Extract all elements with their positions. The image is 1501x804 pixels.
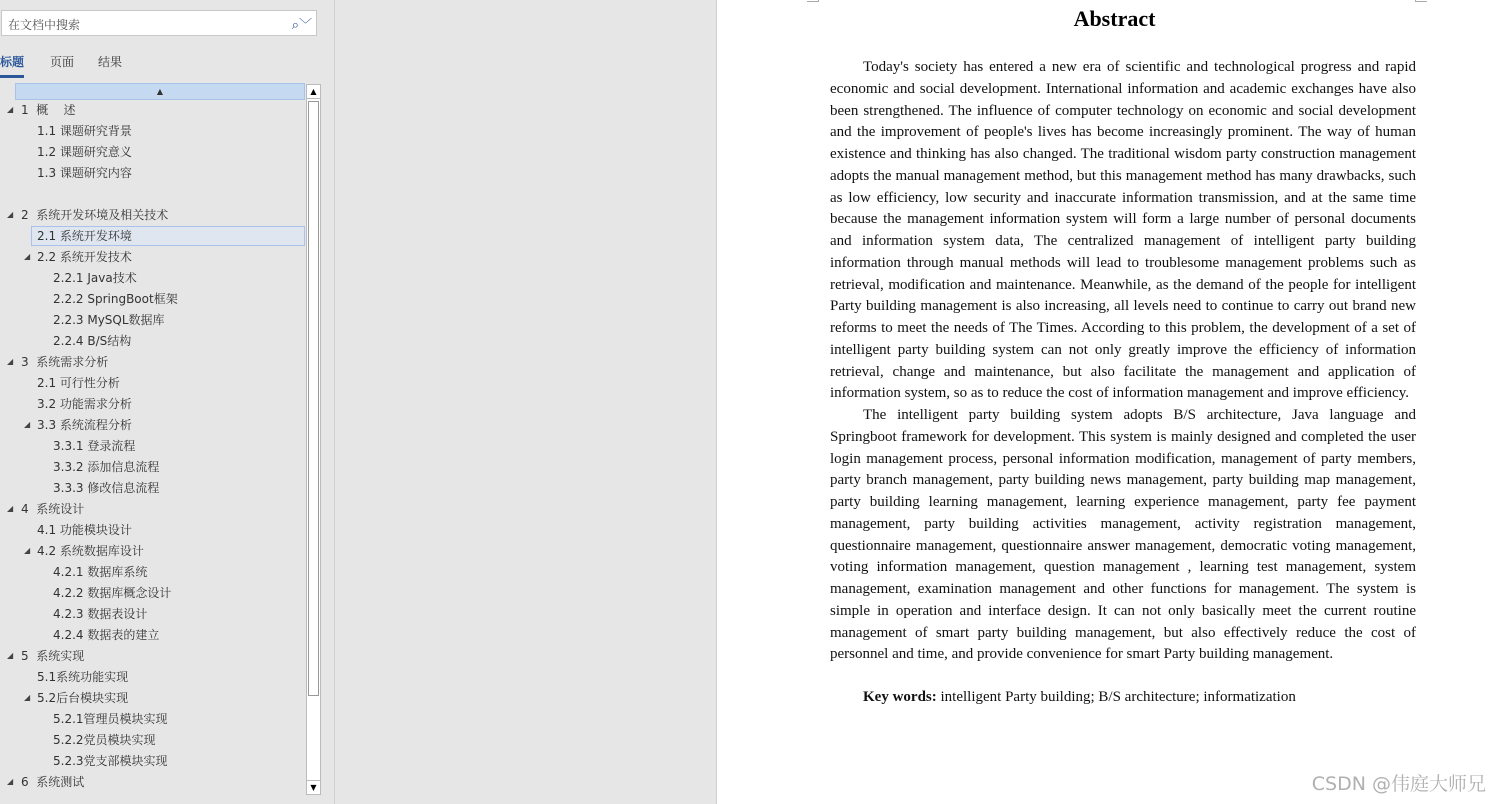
nav-heading-item[interactable] — [37, 520, 132, 540]
nav-heading-item[interactable] — [24, 541, 144, 561]
nav-heading-label: 3.3.3 修改信息流程 — [53, 481, 160, 495]
nav-heading-label: 2.2.1 Java技术 — [53, 271, 137, 285]
nav-heading-label: 4.2.2 数据库概念设计 — [53, 586, 172, 600]
nav-heading-item[interactable] — [53, 289, 178, 309]
scrollbar[interactable] — [306, 84, 321, 795]
nav-heading-label: 3.3.2 添加信息流程 — [53, 460, 160, 474]
nav-heading-label: 4.2.1 数据库系统 — [53, 565, 148, 579]
search-icon[interactable]: ⌕﹀ — [291, 18, 312, 33]
nav-heading-item[interactable] — [7, 646, 85, 666]
keywords-text: intelligent Party building; B/S architecture; informatization — [936, 689, 1296, 705]
collapse-all-button[interactable]: ▲ — [15, 83, 305, 100]
paragraph: The intelligent party building system adopts B/S architecture, Java language and Springboot framework for development. This system is mainly designed and completed the user login management process, personal information modification, management of party members, party branch management, party building news management, party building map management, party building learning management, learning experience management, party fee payment management, party building activities management, activity registration management, questionnaire management, questionnaire answer management, democratic voting management, voting information management, question management , learning test management, system management, examination management and other functions for management. The system is simple in operation and interface design. It can not only basically meet the current routine management of smart party building management, but also effectively reduce the cost of personnel and time, and provide convenience for smart Party building management. — [830, 407, 1416, 663]
nav-heading-label: 4.2.4 数据表的建立 — [53, 628, 160, 642]
expand-triangle-icon[interactable]: ◢ — [24, 693, 31, 702]
expand-triangle-icon[interactable]: ◢ — [24, 252, 31, 261]
expand-triangle-icon[interactable]: ◢ — [7, 357, 14, 366]
nav-heading-label: 2.2 系统开发技术 — [37, 250, 132, 264]
nav-heading-label: 5.2.2党员模块实现 — [53, 733, 156, 747]
expand-triangle-icon[interactable]: ◢ — [24, 420, 31, 429]
nav-heading-label: 6 系统测试 — [21, 775, 85, 789]
nav-heading-item[interactable] — [53, 331, 131, 351]
search-input[interactable] — [1, 10, 317, 36]
nav-heading-label: 2.1 可行性分析 — [37, 376, 120, 390]
nav-heading-item[interactable] — [7, 352, 109, 372]
expand-triangle-icon[interactable]: ◢ — [7, 210, 14, 219]
nav-heading-item[interactable] — [53, 478, 159, 498]
nav-heading-item[interactable] — [53, 436, 135, 456]
nav-heading-item[interactable] — [7, 205, 169, 225]
nav-heading-label: 1.2 课题研究意义 — [37, 145, 132, 159]
tab-results[interactable]: 结果 — [98, 55, 123, 69]
nav-heading-label: 3.3 系统流程分析 — [37, 418, 132, 432]
scroll-thumb[interactable] — [308, 101, 319, 696]
nav-heading-item[interactable] — [53, 604, 147, 624]
nav-heading-item[interactable] — [53, 730, 156, 750]
nav-heading-label: 4.2 系统数据库设计 — [37, 544, 144, 558]
nav-heading-item[interactable] — [37, 142, 132, 162]
nav-heading-label: 5.2.1管理员模块实现 — [53, 712, 168, 726]
nav-heading-item[interactable] — [24, 247, 132, 267]
nav-heading-label: 5.2.3党支部模块实现 — [53, 754, 168, 768]
nav-heading-label: 5.2后台模块实现 — [37, 691, 129, 705]
navigation-pane — [0, 0, 335, 804]
nav-heading-item[interactable] — [53, 751, 168, 771]
nav-heading-label: 4.1 功能模块设计 — [37, 523, 132, 537]
nav-heading-item[interactable] — [7, 100, 76, 120]
nav-heading-item[interactable] — [7, 772, 85, 792]
nav-heading-label: 2.2.4 B/S结构 — [53, 334, 132, 348]
nav-heading-label: 1 概 述 — [21, 103, 76, 117]
nav-heading-label: 1.1 课题研究背景 — [37, 124, 132, 138]
nav-heading-label: 2.1 系统开发环境 — [37, 229, 132, 243]
expand-triangle-icon[interactable]: ◢ — [7, 504, 14, 513]
tab-pages[interactable]: 页面 — [50, 55, 75, 69]
nav-heading-item[interactable] — [53, 583, 171, 603]
tab-headings[interactable]: 标题 — [0, 53, 24, 78]
expand-triangle-icon[interactable]: ◢ — [24, 546, 31, 555]
nav-heading-item[interactable] — [53, 709, 168, 729]
nav-heading-label: 4.2.3 数据表设计 — [53, 607, 148, 621]
nav-heading-item[interactable] — [37, 373, 120, 393]
document-page — [716, 0, 1501, 804]
document-margin — [336, 0, 716, 804]
crop-mark — [1415, 0, 1427, 2]
nav-heading-item[interactable] — [53, 457, 159, 477]
nav-heading-label: 5 系统实现 — [21, 649, 85, 663]
nav-heading-item[interactable] — [24, 688, 129, 708]
nav-heading-label: 3 系统需求分析 — [21, 355, 109, 369]
scroll-up-arrow-icon[interactable]: ▲ — [307, 85, 320, 99]
nav-heading-label: 1.3 课题研究内容 — [37, 166, 132, 180]
keywords — [830, 687, 1416, 709]
nav-heading-item[interactable] — [24, 415, 132, 435]
expand-triangle-icon[interactable]: ◢ — [7, 105, 14, 114]
crop-mark — [807, 0, 819, 2]
nav-heading-label: 2.2.3 MySQL数据库 — [53, 313, 165, 327]
expand-triangle-icon[interactable]: ◢ — [7, 777, 14, 786]
nav-heading-label: 2.2.2 SpringBoot框架 — [53, 292, 178, 306]
expand-triangle-icon[interactable]: ◢ — [7, 651, 14, 660]
nav-heading-item[interactable] — [53, 625, 159, 645]
nav-heading-item[interactable] — [53, 310, 165, 330]
nav-heading-label: 2 系统开发环境及相关技术 — [21, 208, 169, 222]
keywords-label: Key words: — [863, 689, 937, 705]
nav-heading-label: 5.1系统功能实现 — [37, 670, 129, 684]
nav-heading-item[interactable] — [37, 667, 128, 687]
nav-heading-item[interactable] — [37, 121, 132, 141]
nav-heading-label: 3.3.1 登录流程 — [53, 439, 136, 453]
scroll-down-arrow-icon[interactable]: ▼ — [307, 780, 320, 794]
abstract-body — [830, 57, 1416, 709]
nav-heading-item[interactable] — [37, 394, 132, 414]
watermark: CSDN @伟庭大师兄 — [1311, 773, 1486, 795]
page-title: Abstract — [1073, 6, 1156, 31]
nav-heading-item[interactable] — [53, 268, 137, 288]
paragraph: Today's society has entered a new era of scientific and technological progress and rapid economic and social development. International information and academic exchanges have also been strengthened. The influence of computer technology on economic and social development and the improvement of people's lives has become increasingly prominent. The way of human existence and thinking has also changed. The traditional wisdom party construction management adopts the manual management method, but this management method has many drawbacks, such as low efficiency, low security and inaccurate information transmission, and at the same time because the management information system will form a large number of personal documents and information system data, The centralized management of intelligent party building information through manual methods will lead to troublesome management problems such as retrieval, modification and maintenance. Meanwhile, as the demand of the people for intelligent Party building management is also increasing, all levels need to continue to carry out brand new reforms to meet the needs of The Times. According to this problem, the development of a set of intelligent party building system can not only greatly improve the efficiency of information retrieval, change and maintenance, but also facilitate the management and application of information system, so as to reduce the cost of information management and improve efficiency. — [830, 59, 1416, 402]
nav-heading-item[interactable] — [53, 562, 147, 582]
nav-heading-item[interactable] — [31, 226, 305, 246]
search-placeholder: 在文档中搜索 — [8, 18, 81, 32]
nav-heading-item[interactable] — [7, 499, 85, 519]
nav-heading-label: 3.2 功能需求分析 — [37, 397, 132, 411]
nav-heading-label: 4 系统设计 — [21, 502, 85, 516]
nav-heading-item[interactable] — [37, 163, 132, 183]
